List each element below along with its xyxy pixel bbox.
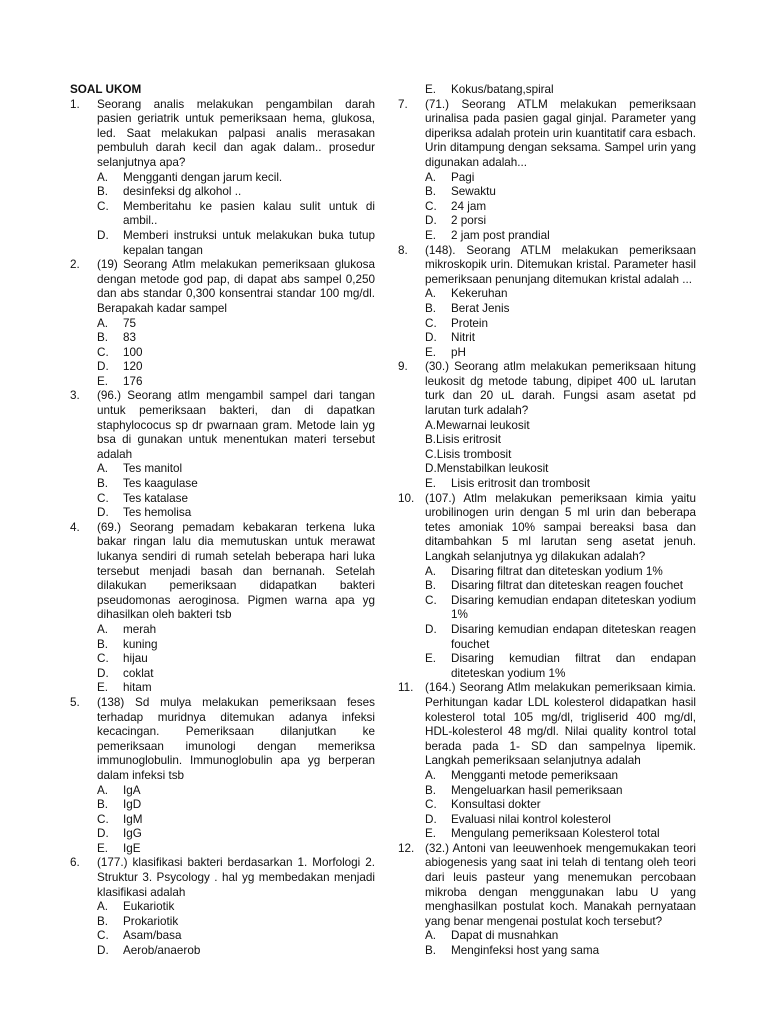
option-text: Disaring filtrat dan diteteskan yodium 1% xyxy=(451,564,663,578)
answer-option xyxy=(425,652,696,681)
answer-option: D.Menstabilkan leukosit xyxy=(425,462,549,476)
option-letter: A. xyxy=(425,929,437,943)
option-letter: B. xyxy=(425,783,437,797)
option-text: Asam/basa xyxy=(123,929,182,943)
option-letter: B. xyxy=(97,477,109,491)
question-number: 10. xyxy=(398,491,415,505)
answer-option xyxy=(425,317,696,332)
option-letter: A. xyxy=(97,783,109,797)
answer-option xyxy=(425,287,696,302)
option-letter: D. xyxy=(97,360,109,374)
answer-option xyxy=(97,667,375,682)
option-text: Menginfeksi host yang sama xyxy=(451,944,600,958)
option-letter: C. xyxy=(425,199,437,213)
option-letter: E. xyxy=(425,477,437,491)
question-text: Seorang analis melakukan pengambilan darah pasien geriatrik untuk pemeriksaan hema, glukosa, led. Saat melakukan palpasi analis merasakan pembuluh darah kecil dan agak dalam.. prosedur selanjutnya apa? xyxy=(97,97,375,169)
answer-option xyxy=(425,929,696,944)
question-row xyxy=(398,492,696,565)
option-letter: E. xyxy=(97,681,109,695)
option-text: 2 porsi xyxy=(451,214,487,228)
option-letter: C. xyxy=(97,652,109,666)
option-letter: D. xyxy=(97,827,109,841)
right-column xyxy=(398,83,696,959)
option-letter: C. xyxy=(97,491,109,505)
answer-option xyxy=(425,171,696,186)
answer-option xyxy=(425,784,696,799)
answer-option xyxy=(97,652,375,667)
question-item xyxy=(398,83,696,98)
option-letter: B. xyxy=(97,914,109,928)
answer-option xyxy=(97,229,375,258)
answer-option xyxy=(425,827,696,842)
option-text: Prokariotik xyxy=(123,914,179,928)
question-item xyxy=(398,492,696,682)
option-text: Evaluasi nilai kontrol kolesterol xyxy=(451,812,611,826)
answer-option xyxy=(425,813,696,828)
answer-option xyxy=(97,944,375,959)
option-text: Sewaktu xyxy=(451,185,496,199)
question-row xyxy=(70,258,375,316)
option-text: Tes katalase xyxy=(123,491,188,505)
option-letter: D. xyxy=(425,331,437,345)
option-text: Tes kaagulase xyxy=(123,477,198,491)
question-row xyxy=(70,521,375,623)
answer-option: A.Mewarnai leukosit xyxy=(425,418,530,432)
answer-option xyxy=(425,229,696,244)
option-letter: A. xyxy=(97,462,109,476)
option-letter: E. xyxy=(425,83,437,96)
option-text: Berat Jenis xyxy=(451,301,510,315)
option-letter: E. xyxy=(425,345,437,359)
answer-option xyxy=(97,638,375,653)
option-text: Tes manitol xyxy=(123,462,183,476)
answer-option xyxy=(97,784,375,799)
option-letter: C. xyxy=(425,593,437,607)
option-text: merah xyxy=(123,622,157,636)
option-text: Protein xyxy=(451,316,489,330)
option-letter: A. xyxy=(97,316,109,330)
question-row xyxy=(398,244,696,288)
answer-option xyxy=(425,798,696,813)
option-letter: B. xyxy=(97,798,109,812)
question-row xyxy=(70,856,375,900)
question-text: (164.) Seorang Atlm melakukan pemeriksaan kimia. Perhitungan kadar LDL kolesterol didapatkan hasil kolesterol total 105 mg/dl, trigliserid 400 mg/dl, HDL-kolesterol 48 mg/dl. Nilai quality kontrol total berada pada 1- SD dan sampelnya lipemik. Langkah pemeriksaan selanjutnya adalah xyxy=(425,681,696,768)
question-text: (30.) Seorang atlm melakukan pemeriksaan hitung leukosit dg metode tabung, dipipet 400 uL larutan turk dan 20 uL darah. Fungsi asam asetat pd larutan turk adalah? xyxy=(425,360,696,418)
option-text: IgM xyxy=(123,812,143,826)
question-row xyxy=(398,98,696,171)
question-number: 2. xyxy=(70,258,80,272)
option-letter: A. xyxy=(425,287,437,301)
option-letter: C. xyxy=(425,316,437,330)
option-text: Aerob/anaerob xyxy=(123,944,201,958)
question-number: 1. xyxy=(70,97,80,111)
question-row xyxy=(398,842,696,930)
answer-option xyxy=(425,302,696,317)
option-letter: D. xyxy=(97,228,109,242)
left-column xyxy=(70,83,375,959)
option-text: desinfeksi dg alkohol .. xyxy=(123,185,242,199)
question-number: 9. xyxy=(398,360,408,374)
option-text: 83 xyxy=(123,331,137,345)
answer-option xyxy=(425,565,696,580)
question-item xyxy=(70,856,375,958)
answer-option: B.Lisis eritrosit xyxy=(425,433,501,447)
option-text: Eukariotik xyxy=(123,900,175,914)
question-text: (138) Sd mulya melakukan pemeriksaan feses terhadap muridnya ditemukan adanya infeksi kecacingan. Pemeriksaan dilanjutkan ke pemeriksaan imunologi dengan memeriksa immunoglobulin. Immunoglobulin apa yg berperan dalam infeksi tsb xyxy=(97,695,375,782)
option-letter: A. xyxy=(425,768,437,782)
answer-option xyxy=(97,798,375,813)
question-row xyxy=(398,360,696,418)
question-number: 11. xyxy=(398,681,414,695)
answer-option xyxy=(97,200,375,229)
question-row xyxy=(70,696,375,784)
option-letter: A. xyxy=(97,170,109,184)
option-letter: A. xyxy=(97,900,109,914)
option-text: Nitrit xyxy=(451,331,476,345)
option-text: Mengganti dengan jarum kecil. xyxy=(123,170,283,184)
option-letter: B. xyxy=(425,579,437,593)
option-letter: B. xyxy=(97,331,109,345)
option-text: Mengganti metode pemeriksaan xyxy=(451,768,618,782)
answer-option xyxy=(97,375,375,390)
answer-option xyxy=(97,331,375,346)
question-text: (32.) Antoni van leeuwenhoek mengemukakan teori abiogenesis yang saat ini telah di tentang oleh teori dari leuis pasteur yang menemukan percobaan mikroba dengan menggunakan labu U yang menghasilkan postulat koch. Manakah pernyataan yang benar mengenai postulat koch tersebut? xyxy=(425,841,696,928)
answer-option xyxy=(425,623,696,652)
question-item xyxy=(70,521,375,696)
answer-option xyxy=(97,623,375,638)
answer-option xyxy=(97,477,375,492)
option-text: 176 xyxy=(123,374,143,388)
option-text: hijau xyxy=(123,652,148,666)
answer-option xyxy=(425,579,696,594)
answer-option xyxy=(97,462,375,477)
answer-option xyxy=(97,360,375,375)
option-letter: D. xyxy=(425,622,437,636)
answer-option xyxy=(97,842,375,857)
option-text: hitam xyxy=(123,681,152,695)
option-letter: E. xyxy=(425,228,437,242)
answer-option xyxy=(97,317,375,332)
option-text: Mengeluarkan hasil pemeriksaan xyxy=(451,783,623,797)
option-text: Dapat di musnahkan xyxy=(451,929,559,943)
answer-option xyxy=(425,346,696,361)
option-text: 75 xyxy=(123,316,137,330)
question-item xyxy=(398,681,696,842)
option-text: Kekeruhan xyxy=(451,287,508,301)
option-text: IgG xyxy=(123,827,142,841)
answer-option xyxy=(425,477,696,492)
option-letter: A. xyxy=(425,564,437,578)
option-letter: C. xyxy=(97,199,109,213)
option-letter: B. xyxy=(97,637,109,651)
option-text: Disaring kemudian endapan diteteskan yodium 1% xyxy=(451,593,696,622)
option-text: pH xyxy=(451,345,466,359)
option-text: Kokus/batang,spiral xyxy=(451,83,554,96)
option-letter: D. xyxy=(97,944,109,958)
question-text: (19) Seorang Atlm melakukan pemeriksaan glukosa dengan metode god pap, di dapat abs sampel 0,250 dan abs standar 0,300 konsentrai standar 100 mg/dl. Berapakah kadar sampel xyxy=(97,258,375,315)
question-text: (96.) Seorang atlm mengambil sampel dari tangan untuk pemeriksaan bakteri, dan di dapatkan staphylococus sp dr pwarnaan gram. Metode lain yg bsa di gunakan untuk menentukan materi tersebut adalah xyxy=(97,389,375,461)
answer-option xyxy=(97,915,375,930)
question-number: 7. xyxy=(398,97,408,111)
answer-option xyxy=(425,769,696,784)
question-item xyxy=(398,98,696,244)
answer-option xyxy=(425,200,696,215)
option-text: Konsultasi dokter xyxy=(451,798,541,812)
answer-option xyxy=(425,944,696,959)
option-letter: E. xyxy=(97,841,109,855)
option-text: Disaring filtrat dan diteteskan reagen fouchet xyxy=(451,579,683,593)
answer-option xyxy=(97,171,375,186)
question-text: (69.) Seorang pemadam kebakaran terkena luka bakar ringan lalu dia memutuskan untuk merawat lukanya sendiri di rumah setelah beberapa hari luka tersebut menjadi basah dan bernanah. Setelah dilakukan pemeriksaan didapatkan bakteri pseudomonas aeroginosa. Pigmen warna apa yg dihasilkan oleh bakteri tsb xyxy=(97,520,375,622)
option-text: IgE xyxy=(123,841,141,855)
option-letter: D. xyxy=(425,214,437,228)
question-number: 5. xyxy=(70,695,80,709)
option-letter: C. xyxy=(97,929,109,943)
question-text: (148). Seorang ATLM melakukan pemeriksaan mikroskopik urin. Ditemukan kristal. Parameter hasil pemeriksaan penunjang ditemukan kristal adalah ... xyxy=(425,243,696,286)
option-text: Lisis eritrosit dan trombosit xyxy=(451,477,591,491)
option-text: Mengulang pemeriksaan Kolesterol total xyxy=(451,827,660,841)
question-item xyxy=(70,258,375,389)
answer-option xyxy=(97,681,375,696)
answer-option xyxy=(425,214,696,229)
question-item xyxy=(70,98,375,259)
option-letter: C. xyxy=(425,798,437,812)
option-text: Memberi instruksi untuk melakukan buka tutup kepalan tangan xyxy=(123,228,375,257)
answer-option xyxy=(97,900,375,915)
option-letter: D. xyxy=(97,666,109,680)
option-text: Disaring kemudian endapan diteteskan reagen fouchet xyxy=(451,622,696,651)
option-text: IgD xyxy=(123,798,142,812)
option-letter: B. xyxy=(425,944,437,958)
option-letter: A. xyxy=(425,170,437,184)
question-number: 4. xyxy=(70,520,80,534)
option-text: Tes hemolisa xyxy=(123,506,192,520)
question-text: (71.) Seorang ATLM melakukan pemeriksaan urinalisa pada pasien gagal ginjal. Parameter yang diperiksa adalah protein urin kuantitatif cara esbach. Urin ditampung dengan seksama. Sampel urin yang digunakan adalah... xyxy=(425,97,696,169)
question-text: (107.) Atlm melakukan pemeriksaan kimia yaitu urobilinogen urin dengan 5 ml urin dan beberapa tetes amoniak 10% sampai bereaksi basa dan ditambahkan 5 ml larutan seng asetat jenuh. Langkah selanjutnya yg dilakukan adalah? xyxy=(425,491,696,563)
option-text: kuning xyxy=(123,637,158,651)
answer-option xyxy=(425,594,696,623)
option-letter: A. xyxy=(97,622,109,636)
question-number: 6. xyxy=(70,856,80,870)
question-row xyxy=(70,389,375,462)
option-letter: E. xyxy=(425,652,437,666)
answer-option xyxy=(97,929,375,944)
option-letter: D. xyxy=(425,812,437,826)
option-text: 24 jam xyxy=(451,199,487,213)
answer-option: C.Lisis trombosit xyxy=(425,447,512,461)
option-text: 2 jam post prandial xyxy=(451,228,550,242)
question-item xyxy=(70,389,375,520)
option-letter: C. xyxy=(97,812,109,826)
document-title: SOAL UKOM xyxy=(70,83,142,96)
answer-option xyxy=(425,185,696,200)
option-text: Memberitahu ke pasien kalau sulit untuk di ambil.. xyxy=(123,199,375,228)
option-letter: E. xyxy=(97,374,109,388)
option-letter: B. xyxy=(425,185,437,199)
option-letter: B. xyxy=(425,301,437,315)
answer-option xyxy=(97,346,375,361)
question-number: 3. xyxy=(70,389,80,403)
answer-option xyxy=(97,827,375,842)
option-letter: E. xyxy=(425,827,437,841)
option-letter: C. xyxy=(97,345,109,359)
question-item xyxy=(70,696,375,857)
option-text: Disaring kemudian filtrat dan endapan diteteskan yodium 1% xyxy=(451,652,696,680)
answer-option xyxy=(97,185,375,200)
question-row xyxy=(70,98,375,171)
option-text: IgA xyxy=(123,783,141,797)
question-number: 8. xyxy=(398,243,408,257)
question-text: (177.) klasifikasi bakteri berdasarkan 1. Morfologi 2. Struktur 3. Psycology . hal yg membedakan menjadi klasifikasi adalah xyxy=(97,856,375,899)
option-text: coklat xyxy=(123,666,154,680)
question-number: 12. xyxy=(398,841,415,855)
option-text: 100 xyxy=(123,345,143,359)
option-text: Pagi xyxy=(451,170,475,184)
option-letter: B. xyxy=(97,185,109,199)
answer-option xyxy=(97,506,375,521)
answer-option xyxy=(97,492,375,507)
option-text: 120 xyxy=(123,360,143,374)
question-item xyxy=(398,842,696,959)
answer-option xyxy=(425,331,696,346)
answer-option xyxy=(97,813,375,828)
answer-option xyxy=(425,83,696,98)
option-letter: D. xyxy=(97,506,109,520)
question-item xyxy=(398,360,696,491)
question-item xyxy=(398,244,696,361)
question-row xyxy=(398,681,696,769)
